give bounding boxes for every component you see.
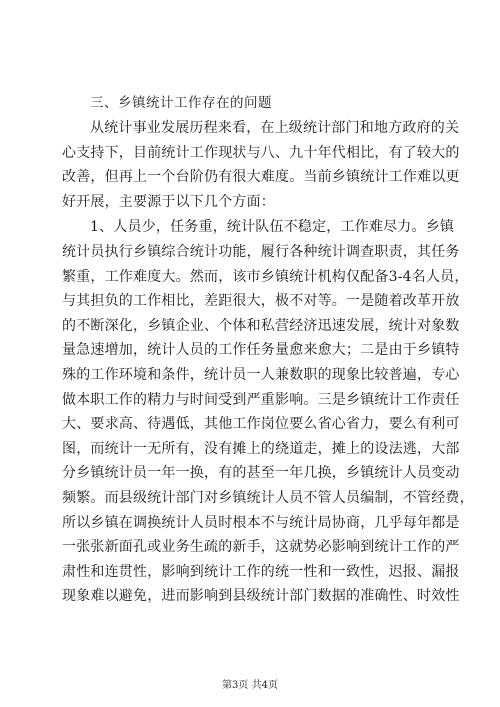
text-line: 大、要求高、待遇低，其他工作岗位要么省心省力，要么有利可	[62, 416, 460, 433]
text-line: 频繁。而县级统计部门对乡镇统计人员不管人员编制，不管经费，	[62, 489, 474, 506]
paragraph-1	[62, 116, 460, 214]
section-heading: 三、乡镇统计工作存在的问题	[90, 95, 272, 111]
text-line: 量急速增加，统计人员的工作任务量愈来愈大；二是由于乡镇特	[62, 342, 460, 359]
text-line: 现象难以避免，进而影响到县级统计部门数据的准确性、时效性	[62, 588, 460, 605]
text-line: 图，而统计一无所有，没有摊上的绕道走，摊上的设法逃，大部	[62, 440, 460, 457]
text-line: 肃性和连贯性，影响到统计工作的统一性和一致性，迟报、漏报	[62, 563, 460, 580]
text-line: 心支持下，目前统计工作现状与八、九十年代相比，有了较大的	[62, 144, 460, 161]
text-line: 繁重，工作难度大。然而，该市乡镇统计机构仅配备3-4名人员，	[62, 268, 469, 285]
text-line: 好开展，主要源于以下几个方面：	[62, 193, 275, 210]
text-line: 殊的工作环境和条件，统计员一人兼数职的现象比较普遍，专心	[62, 366, 460, 383]
text-line: 的不断深化，乡镇企业、个体和私营经济迅速发展，统计对象数	[62, 317, 460, 334]
text-line: 改善，但再上一个台阶仍有很大难度。当前乡镇统计工作难以更	[62, 169, 460, 186]
text-line: 做本职工作的精力与时间受到严重影响。三是乡镇统计工作责任	[62, 391, 460, 408]
text-line: 一张张新面孔或业务生疏的新手，这就势必影响到统计工作的严	[62, 539, 460, 556]
text-line: 统计员执行乡镇综合统计功能，履行各种统计调查职责，其任务	[62, 243, 460, 260]
text-line: 1、人员少，任务重，统计队伍不稳定，工作难尽力。乡镇	[90, 219, 455, 236]
text-line: 所以乡镇在调换统计人员时根本不与统计局协商，几乎每年都是	[62, 514, 460, 531]
text-line: 从统计事业发展历程来看，在上级统计部门和地方政府的关	[90, 120, 460, 136]
document-body	[62, 91, 474, 609]
text-line: 分乡镇统计员一年一换，有的甚至一年几换，乡镇统计人员变动	[62, 465, 460, 482]
page-footer: 第3页 共4页	[222, 680, 278, 691]
paragraph-2	[62, 215, 474, 609]
text-line: 与其担负的工作相比，差距很大，极不对等。一是随着改革开放	[62, 293, 460, 310]
